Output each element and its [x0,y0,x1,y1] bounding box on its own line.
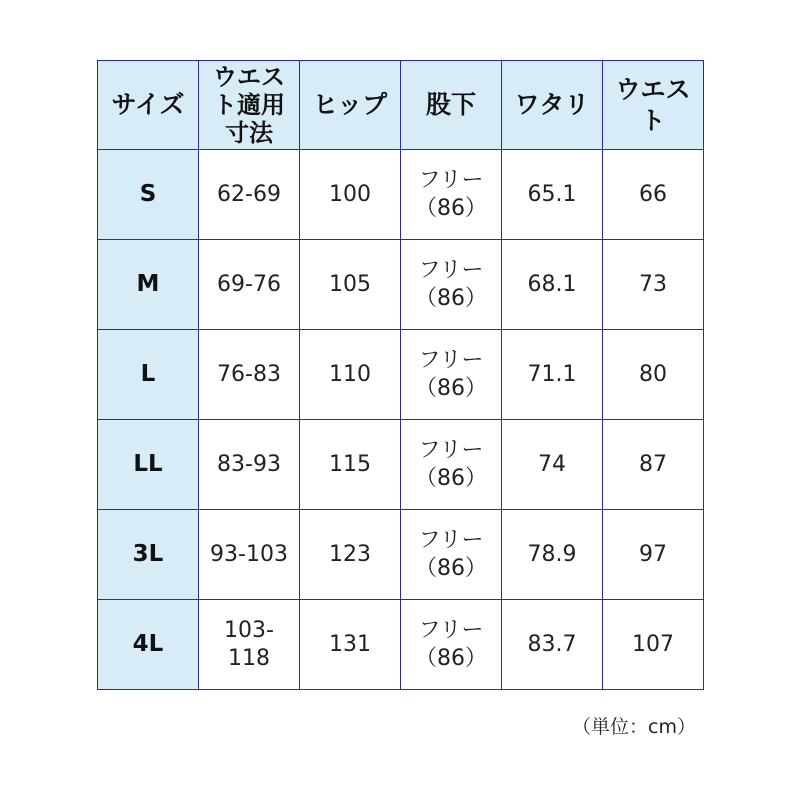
waist-fit-cell: 76-83 [199,330,300,420]
table-row [98,600,704,690]
waist-cell: 97 [603,510,704,600]
waist-fit-cell: 62-69 [199,150,300,240]
thigh-cell: 74 [502,420,603,510]
thigh-cell: 65.1 [502,150,603,240]
header-thigh: ワタリ [502,61,603,150]
header-waist-fit: ウエス ト適用 寸法 [199,61,300,150]
unit-note: （単位：cm） [572,716,696,738]
header-hip: ヒップ [300,61,401,150]
header-waist: ウエス ト [603,61,704,150]
size-label: 3L [98,510,199,600]
thigh-cell: 78.9 [502,510,603,600]
thigh-cell: 71.1 [502,330,603,420]
inseam-cell: フリー （86） [401,330,502,420]
waist-cell: 80 [603,330,704,420]
size-chart-table [97,60,704,690]
hip-cell: 115 [300,420,401,510]
size-label: LL [98,420,199,510]
waist-fit-cell: 69-76 [199,240,300,330]
table-header [98,61,704,150]
table-row [98,330,704,420]
table-row [98,150,704,240]
waist-cell: 73 [603,240,704,330]
inseam-cell: フリー （86） [401,240,502,330]
inseam-cell: フリー （86） [401,600,502,690]
size-label: S [98,150,199,240]
table-row [98,510,704,600]
waist-fit-cell: 103- 118 [199,600,300,690]
waist-cell: 87 [603,420,704,510]
waist-cell: 66 [603,150,704,240]
table-row [98,420,704,510]
hip-cell: 105 [300,240,401,330]
hip-cell: 131 [300,600,401,690]
inseam-cell: フリー （86） [401,420,502,510]
thigh-cell: 68.1 [502,240,603,330]
header-size: サイズ [98,61,199,150]
header-row [98,61,704,150]
table-row [98,240,704,330]
size-label: L [98,330,199,420]
size-label: 4L [98,600,199,690]
size-label: M [98,240,199,330]
header-inseam: 股下 [401,61,502,150]
hip-cell: 100 [300,150,401,240]
hip-cell: 110 [300,330,401,420]
waist-fit-cell: 83-93 [199,420,300,510]
inseam-cell: フリー （86） [401,510,502,600]
inseam-cell: フリー （86） [401,150,502,240]
hip-cell: 123 [300,510,401,600]
waist-cell: 107 [603,600,704,690]
waist-fit-cell: 93-103 [199,510,300,600]
table-body [98,150,704,690]
thigh-cell: 83.7 [502,600,603,690]
